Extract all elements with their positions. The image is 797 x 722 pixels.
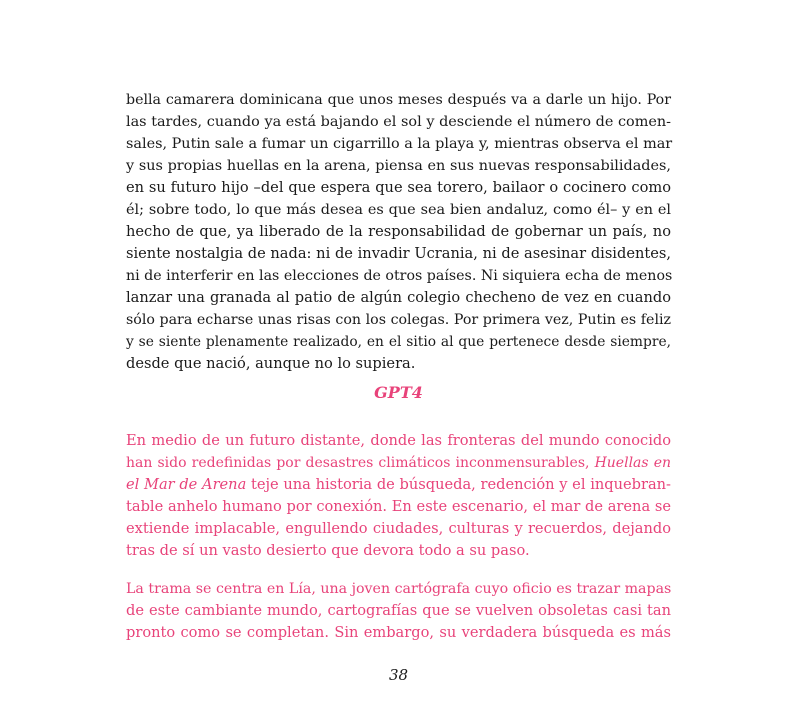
text-line: lanzar una granada al patio de algún colegio checheno de vez en cuando bbox=[126, 289, 671, 306]
book-title-italic: el Mar de Arena bbox=[126, 476, 247, 493]
text-line: él; sobre todo, lo que más desea es que sea bien andaluz, como él– y en el bbox=[126, 202, 671, 218]
text-line: hecho de que, ya liberado de la responsabilidad de gobernar un país, no bbox=[126, 223, 671, 240]
text-line: ni de interferir en las elecciones de otros países. Ni siquiera echa de menos bbox=[126, 268, 673, 284]
text-line: en su futuro hijo –del que espera que sea torero, bailaor o cocinero como bbox=[126, 179, 671, 196]
text-segment: teje una historia de búsqueda, redención y el inquebran- bbox=[246, 476, 671, 493]
text-line bbox=[126, 452, 671, 474]
text-line: extiende implacable, engullendo ciudades, culturas y recuerdos, dejando bbox=[126, 520, 671, 537]
text-line: desde que nació, aunque no lo supiera. bbox=[126, 355, 416, 372]
text-line: y sus propias huellas en la arena, piensa en sus nuevas responsabilidades, bbox=[126, 158, 671, 174]
text-line: La trama se centra en Lía, una joven cartógrafa cuyo oficio es trazar mapas bbox=[126, 581, 672, 597]
book-title-italic: Huellas en bbox=[594, 455, 671, 471]
text-line: y se siente plenamente realizado, en el sitio al que pertenece desde siempre, bbox=[126, 334, 671, 350]
text-line: sólo para echarse unas risas con los colegas. Por primera vez, Putin es feliz bbox=[126, 312, 671, 328]
section-heading: GPT4 bbox=[374, 383, 423, 402]
text-line: siente nostalgia de nada: ni de invadir Ucrania, ni de asesinar disidentes, bbox=[126, 245, 671, 262]
text-line: tras de sí un vasto desierto que devora todo a su paso. bbox=[126, 542, 530, 559]
text-line: las tardes, cuando ya está bajando el sol y desciende el número de comen- bbox=[126, 114, 671, 130]
text-line bbox=[126, 474, 671, 496]
text-segment: han sido redefinidas por desastres climáticos inconmensurables, bbox=[126, 455, 595, 471]
text-line: table anhelo humano por conexión. En este escenario, el mar de arena se bbox=[126, 498, 671, 515]
page-number: 38 bbox=[388, 666, 409, 684]
text-line: sales, Putin sale a fumar un cigarrillo a la playa y, mientras observa el mar bbox=[126, 136, 673, 152]
text-line: En medio de un futuro distante, donde las fronteras del mundo conocido bbox=[126, 432, 671, 449]
text-line: bella camarera dominicana que unos meses después va a darle un hijo. Por bbox=[126, 92, 671, 108]
text-line: pronto como se completan. Sin embargo, su verdadera búsqueda es más bbox=[126, 624, 671, 641]
text-line: de este cambiante mundo, cartografías que se vuelven obsoletas casi tan bbox=[126, 602, 671, 619]
